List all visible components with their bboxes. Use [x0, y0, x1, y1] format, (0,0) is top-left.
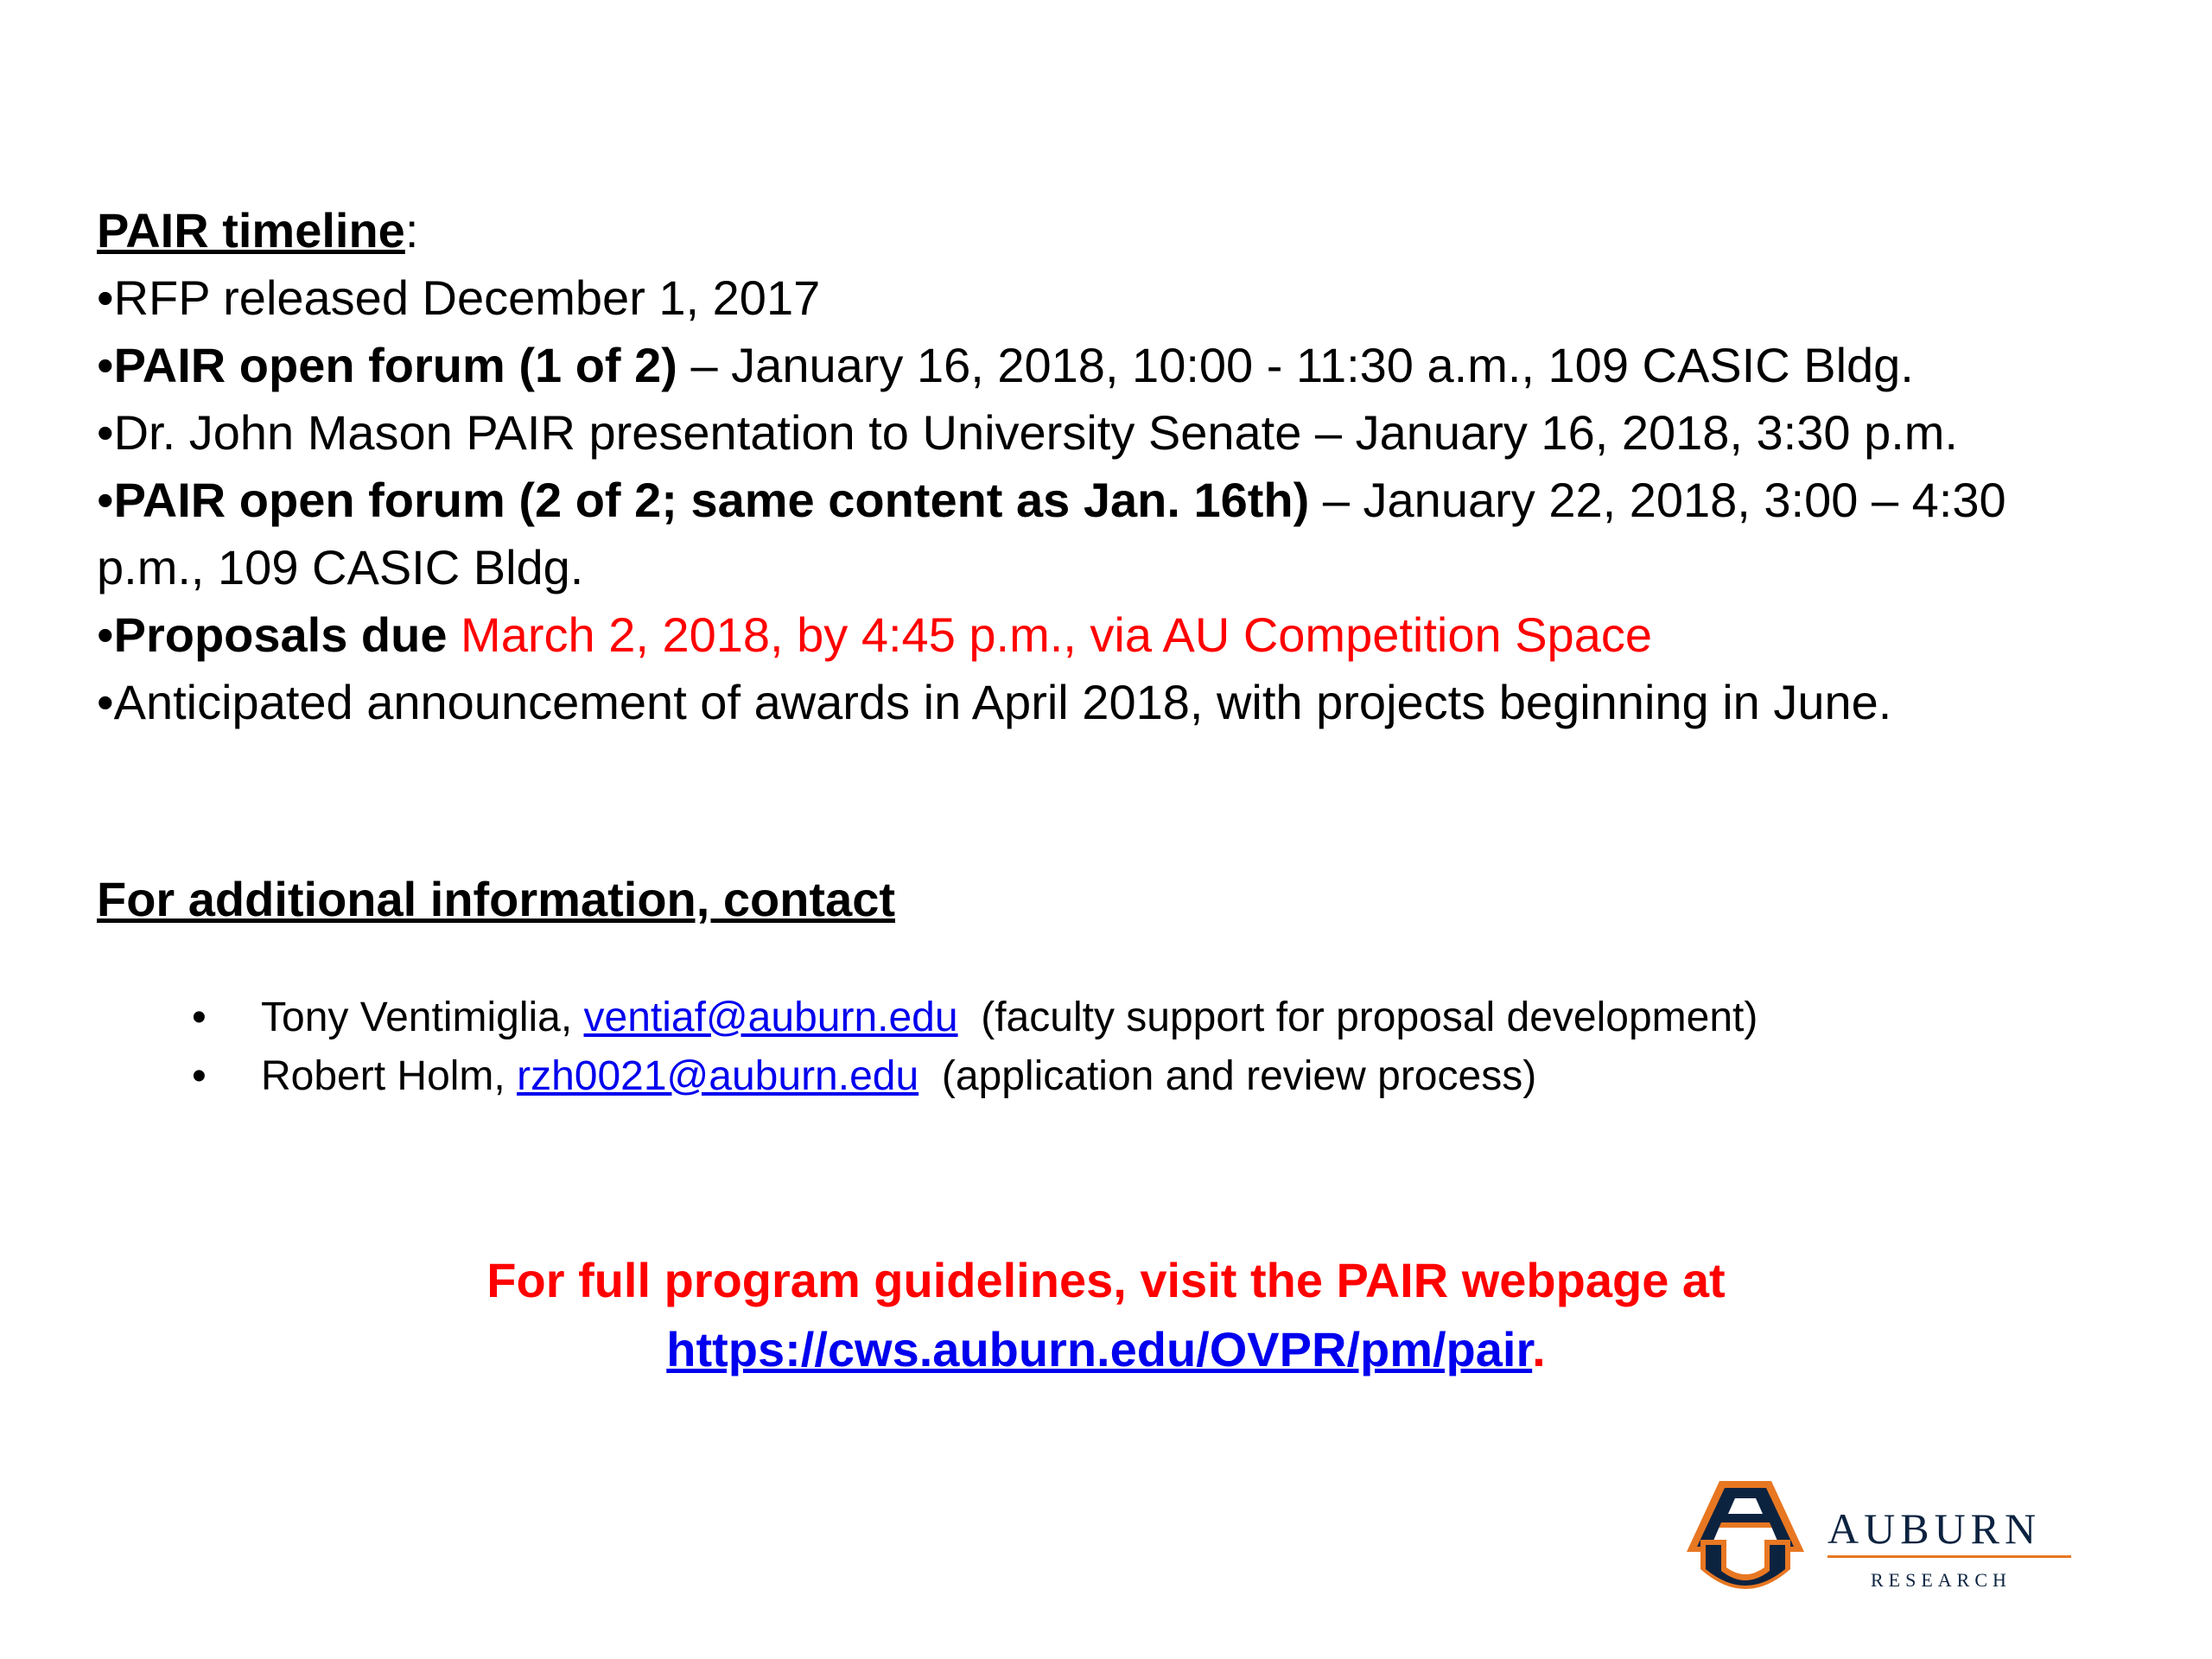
pair-webpage-link[interactable]: https://cws.auburn.edu/OVPR/pm/pair	[666, 1322, 1533, 1376]
bullet: •	[97, 338, 114, 392]
logo-divider	[1827, 1555, 2071, 1558]
guidelines-text: For full program guidelines, visit the PAIR webpage at	[486, 1253, 1726, 1307]
timeline-item-text: RFP released December 1, 2017	[113, 270, 821, 325]
guidelines-callout	[0, 1246, 2212, 1384]
timeline-item-text: Dr. John Mason PAIR presentation to University Senate – January 16, 2018, 3:30 p.m.	[113, 405, 1958, 460]
bullet: •	[97, 270, 114, 325]
bullet: •	[97, 675, 114, 729]
contact-role: (application and review process)	[918, 1053, 1537, 1099]
timeline-item	[97, 332, 2119, 399]
contact-name: Tony Ventimiglia,	[261, 995, 584, 1040]
timeline-heading-line	[97, 197, 2119, 264]
timeline-item	[97, 669, 2119, 736]
contact-item	[192, 1047, 1758, 1106]
timeline-item	[97, 467, 2119, 601]
contact-name: Robert Holm,	[261, 1053, 518, 1099]
contact-item	[192, 988, 1758, 1047]
timeline-item-bold: PAIR open forum (1 of 2)	[113, 338, 677, 392]
logo-subtitle: RESEARCH	[1871, 1569, 2012, 1591]
auburn-research-logo	[1685, 1460, 2065, 1616]
timeline-heading-colon: :	[404, 203, 419, 257]
bullet: •	[97, 405, 114, 460]
timeline-item	[97, 264, 2119, 332]
timeline-item-text: – January 16, 2018, 10:00 - 11:30 a.m., 109 CASIC Bldg.	[677, 338, 1914, 392]
contact-role: (faculty support for proposal development)	[957, 995, 1758, 1040]
timeline-item	[97, 399, 2119, 467]
contact-list	[192, 988, 1758, 1106]
guidelines-url-line	[0, 1315, 2212, 1384]
email-link[interactable]: rzh0021@auburn.edu	[517, 1053, 919, 1099]
bullet: •	[97, 473, 114, 527]
timeline-item-bold: Proposals due	[113, 607, 448, 662]
timeline-heading: PAIR timeline	[97, 203, 405, 257]
timeline-section	[97, 197, 2119, 736]
contact-heading: For additional information, contact	[97, 872, 895, 926]
guidelines-suffix: .	[1532, 1322, 1546, 1376]
timeline-item-text: – January 22, 2018, 3:00 – 4:30 p.m., 109 CASIC Bldg.	[97, 473, 2006, 594]
deadline-text: March 2, 2018, by 4:45 p.m., via AU Competition Space	[447, 607, 1652, 662]
logo-wordmark: AUBURN	[1827, 1504, 2042, 1553]
auburn-au-logo-icon	[1685, 1472, 1806, 1602]
bullet: •	[97, 607, 114, 662]
email-link[interactable]: ventiaf@auburn.edu	[583, 995, 958, 1040]
timeline-item	[97, 601, 2119, 669]
timeline-item-text: Anticipated announcement of awards in April 2018, with projects beginning in June.	[113, 675, 1892, 729]
timeline-item-bold: PAIR open forum (2 of 2; same content as Jan. 16th)	[113, 473, 1310, 527]
